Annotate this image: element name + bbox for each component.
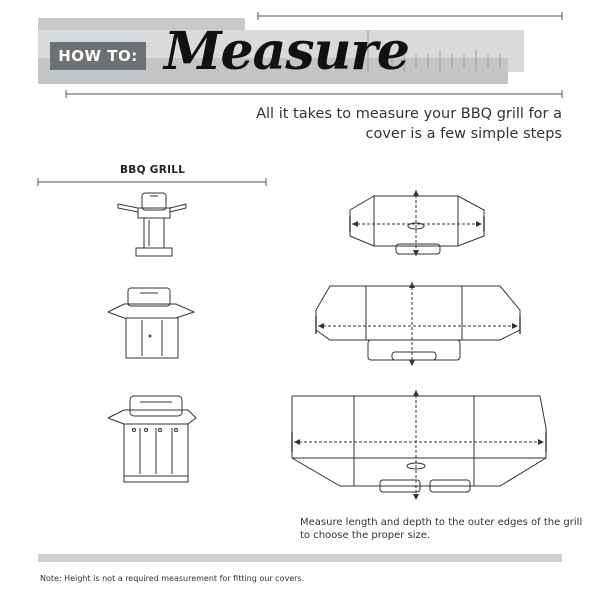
measure-caption: Measure length and depth to the outer edges of the grill to choose the proper size. [300,517,583,541]
how-to-badge: HOW TO: [50,42,146,70]
column-title: BBQ GRILL [120,164,186,176]
footer-bar [38,554,562,562]
page-title: Measure [164,21,409,82]
footer-note: Note: Height is not a required measurement for fitting our covers. [40,574,305,583]
intro-text: All it takes to measure your BBQ grill for a cover is a few simple steps [256,106,562,142]
